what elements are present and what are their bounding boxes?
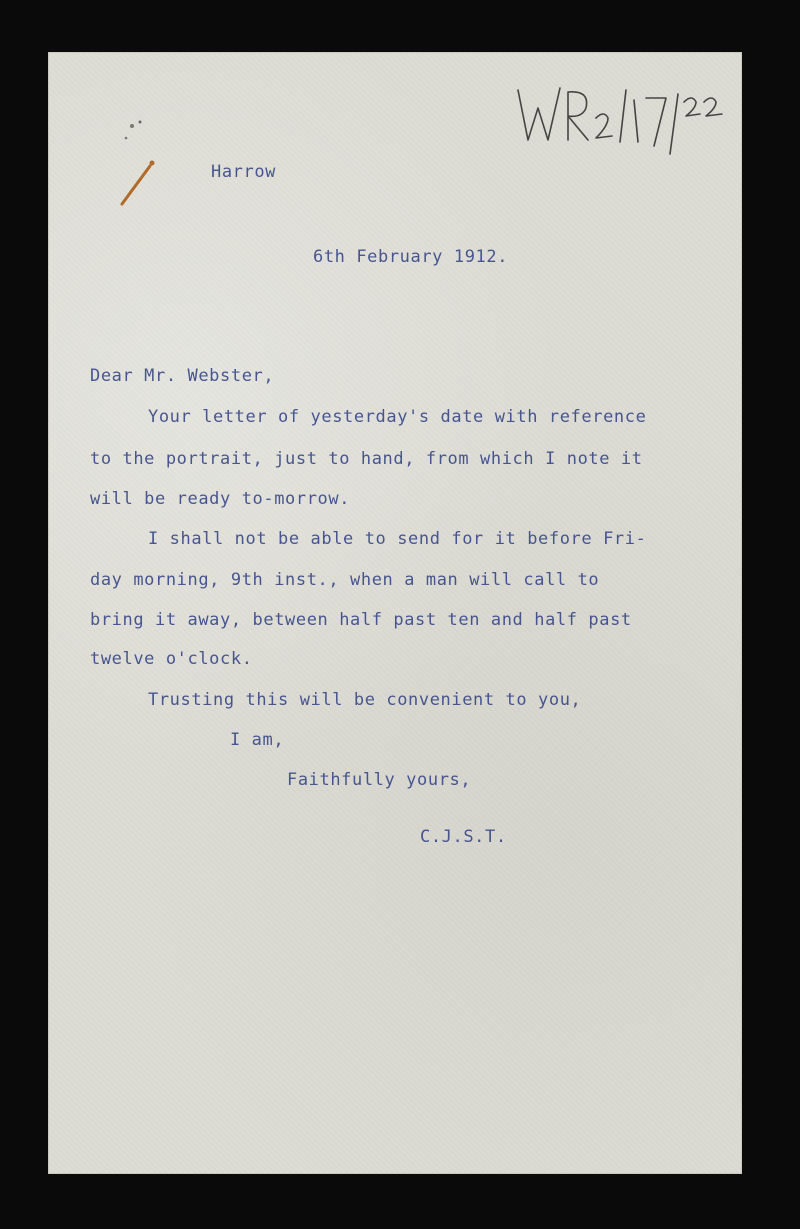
orange-mark-icon: [114, 108, 164, 208]
sender-location: Harrow: [211, 162, 277, 182]
body-line: twelve o'clock.: [90, 649, 253, 669]
handwritten-reference: [508, 80, 728, 160]
body-line: bring it away, between half past ten and half past: [90, 610, 632, 630]
closing-i-am: I am,: [230, 730, 285, 750]
salutation: Dear Mr. Webster,: [90, 366, 275, 386]
body-line: Trusting this will be convenient to you,: [148, 690, 582, 710]
closing-faithfully: Faithfully yours,: [287, 770, 472, 790]
body-line: Your letter of yesterday's date with reference: [148, 407, 647, 427]
letter-page: [48, 52, 742, 1174]
letter-date: 6th February 1912.: [313, 247, 509, 267]
body-line: to the portrait, just to hand, from which I note it: [90, 449, 643, 469]
body-line: will be ready to-morrow.: [90, 489, 351, 509]
signature-initials: C.J.S.T.: [420, 827, 507, 847]
body-line: day morning, 9th inst., when a man will call to: [90, 570, 600, 590]
body-line: I shall not be able to send for it before Fri-: [148, 529, 647, 549]
